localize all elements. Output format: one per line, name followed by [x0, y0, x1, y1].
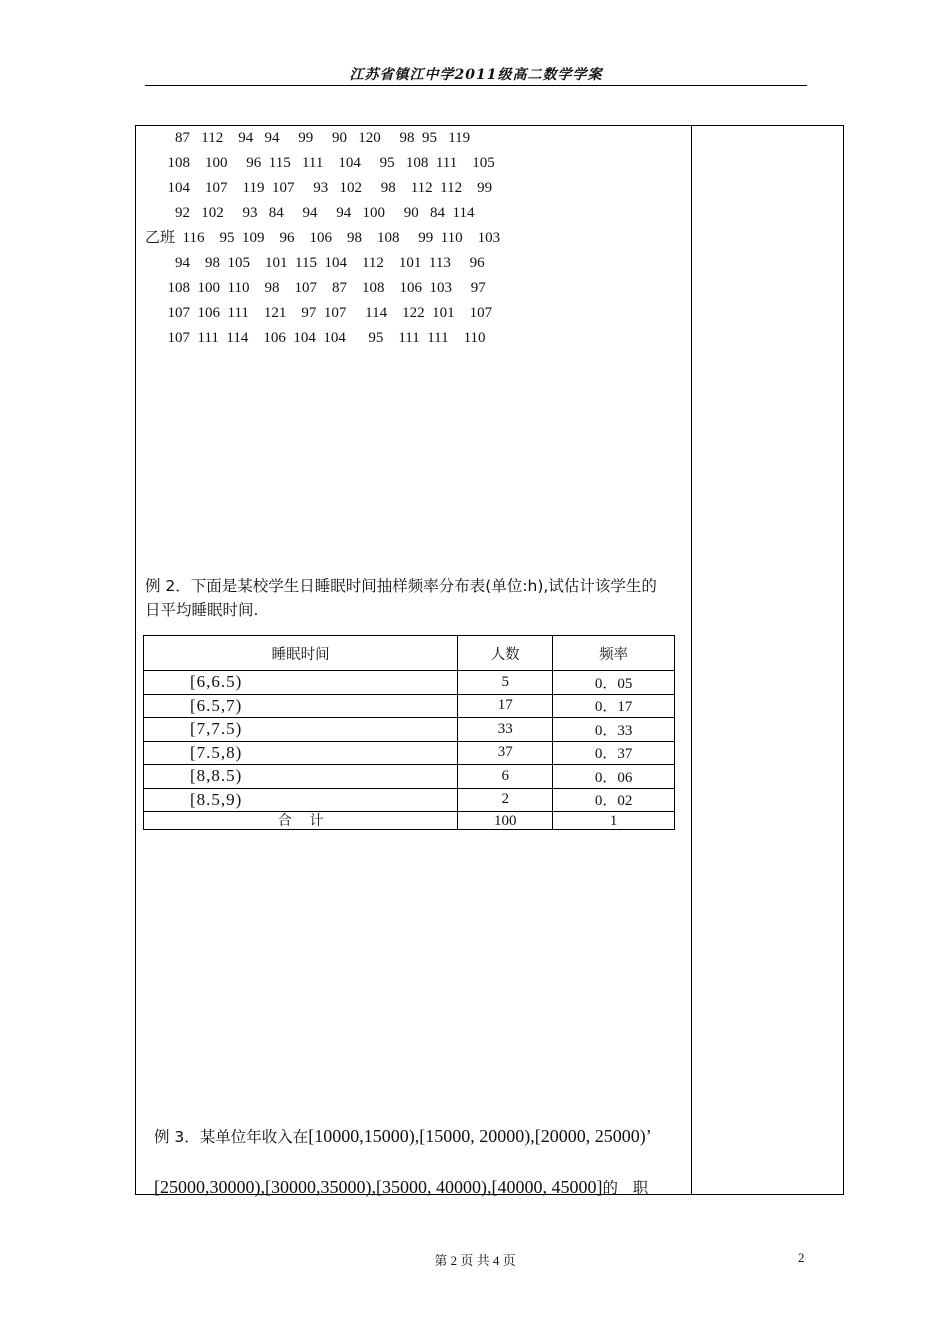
column-header-count: 人数 — [458, 636, 553, 671]
column-header-frequency: 频率 — [553, 636, 675, 671]
frequency-cell: 0．06 — [553, 765, 675, 789]
example-3-prefix: 例 3．某单位年收入在 — [154, 1128, 309, 1146]
example-2-question — [145, 574, 690, 622]
income-intervals-1: [10000,15000),[15000, 20000),[20000, 25000)’ — [308, 1126, 652, 1146]
column-header-sleep-time: 睡眠时间 — [144, 636, 458, 671]
frequency-cell: 0．37 — [553, 741, 675, 765]
example-3-line-2 — [145, 1155, 648, 1198]
frequency-cell: 0．02 — [553, 788, 675, 812]
header-rule — [145, 85, 807, 86]
sleep-frequency-table — [143, 635, 675, 830]
score-data-line: 92 102 93 84 94 94 100 90 84 114 — [145, 205, 475, 221]
income-intervals-2: [25000,30000),[30000,35000),[35000, 40000),[40000, 45000] — [154, 1177, 603, 1197]
count-cell: 2 — [458, 788, 553, 812]
score-data-line: 104 107 119 107 93 102 98 112 112 99 — [145, 180, 493, 196]
count-cell: 6 — [458, 765, 553, 789]
table-row — [144, 671, 675, 695]
score-data-line: 87 112 94 94 99 90 120 98 95 119 — [145, 130, 471, 146]
table-header-row — [144, 636, 675, 671]
interval-cell: [7,7.5) — [144, 718, 458, 742]
score-data-line: 108 100 96 115 111 104 95 108 111 105 — [145, 155, 495, 171]
page-footer: 第 2 页 共 4 页 — [434, 1253, 516, 1268]
frequency-cell: 0．05 — [553, 671, 675, 695]
score-data-line: 107 106 111 121 97 107 114 122 101 107 — [145, 305, 493, 321]
interval-cell: [8,8.5) — [144, 765, 458, 789]
count-cell: 33 — [458, 718, 553, 742]
count-cell: 17 — [458, 694, 553, 718]
example-3-line-1 — [145, 1104, 652, 1147]
frequency-cell: 0．17 — [553, 694, 675, 718]
table-row — [144, 741, 675, 765]
table-row — [144, 765, 675, 789]
interval-cell: [8.5,9) — [144, 788, 458, 812]
margin-column-divider — [691, 125, 692, 1195]
score-data-line: 94 98 105 101 115 104 112 101 113 96 — [145, 255, 485, 271]
table-total-row — [144, 812, 675, 830]
total-label-cell: 合 计 — [144, 812, 458, 830]
score-data-line: 乙班 116 95 109 96 106 98 108 99 110 103 — [145, 230, 501, 246]
total-frequency-cell: 1 — [553, 812, 675, 830]
total-count-cell: 100 — [458, 812, 553, 830]
example-2-line: 例 2．下面是某校学生日睡眠时间抽样频率分布表(单位:h),试估计该学生的 — [145, 577, 657, 595]
frequency-cell: 0．33 — [553, 718, 675, 742]
example-3-suffix: 的 职 — [602, 1179, 649, 1197]
page-header-title: 江苏省镇江中学2011级高二数学学案 — [349, 67, 603, 83]
table-row — [144, 718, 675, 742]
score-data-line: 107 111 114 106 104 104 95 111 111 110 — [145, 330, 486, 346]
interval-cell: [7.5,8) — [144, 741, 458, 765]
count-cell: 37 — [458, 741, 553, 765]
interval-cell: [6.5,7) — [144, 694, 458, 718]
interval-cell: [6,6.5) — [144, 671, 458, 695]
example-2-line: 日平均睡眠时间. — [145, 601, 259, 619]
table-row — [144, 788, 675, 812]
table-row — [144, 694, 675, 718]
page-number: 2 — [798, 1250, 805, 1265]
score-data-line: 108 100 110 98 107 87 108 106 103 97 — [145, 280, 486, 296]
count-cell: 5 — [458, 671, 553, 695]
